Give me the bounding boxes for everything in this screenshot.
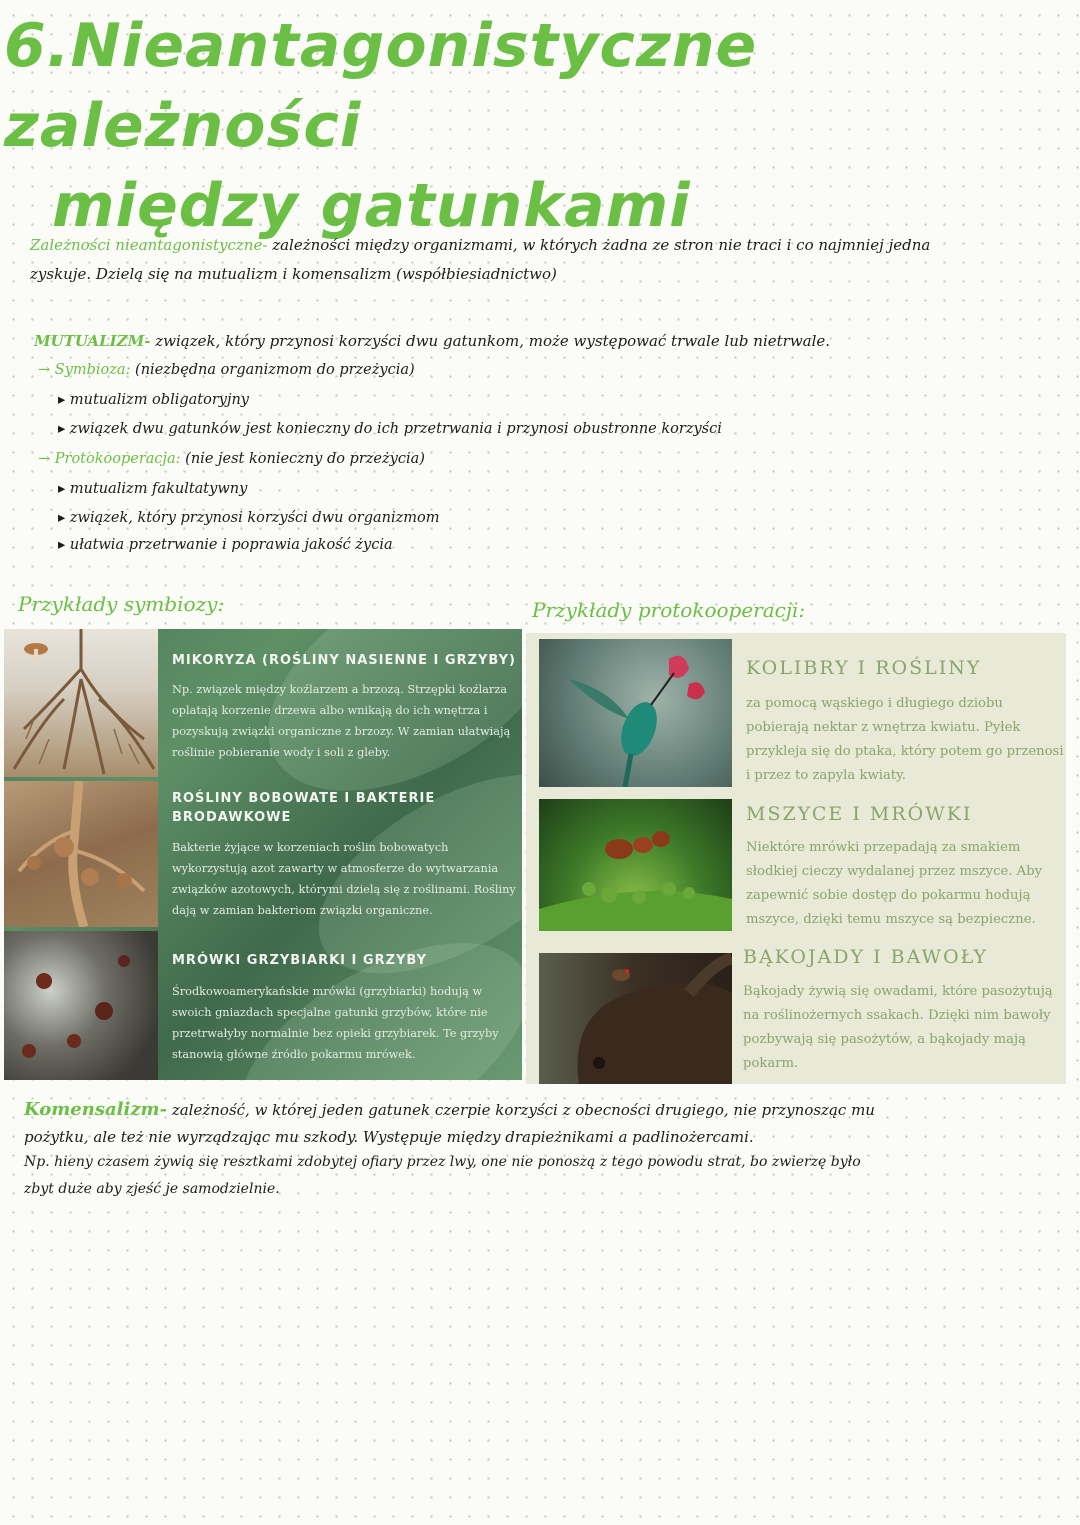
oxpeckers-buffalo-text: Bąkojady żywią się owadami, które pasożytują na roślinożernych ssakach. Dzięki nim bawoły pozbywają się pasożytów, a bąkojady mają pokarm.: [743, 984, 1053, 1071]
symbioza-label: → Symbioza:: [38, 362, 131, 378]
mutualism-definition: [34, 330, 1064, 353]
hummingbirds-plants-text: za pomocą wąskiego i długiego dziobu pobierają nektar z wnętrza kwiatu. Pyłek przykleja się do ptaka, który potem go przenosi i przez to zapyla kwiaty.: [746, 696, 1064, 783]
commensalism-term: Komensalizm-: [24, 1099, 168, 1120]
oxpeckers-buffalo-title: BĄKOJADY I BAWOŁY: [743, 946, 989, 968]
commensalism-text-2: pożytku, ale też nie wyrządzając mu szkody. Występuje między drapieżnikami a padlinożercami.: [24, 1128, 754, 1146]
intro-term: Zależności nieantagonistyczne-: [30, 236, 268, 254]
symbioza-item-2: ▸ związek dwu gatunków jest konieczny do ich przetrwania i przynosi obustronne korzyści: [58, 421, 722, 437]
proto-label: → Protokooperacja:: [38, 451, 181, 467]
ants-fungi-text: Środkowoamerykańskie mrówki (grzybiarki) hodują w swoich gniazdach specjalne gatunki grzybów, które nie przetrwałyby normalnie bez opieki grzybiarek. Te grzyby stanowią główne źródło pokarmu mrówek.: [172, 985, 499, 1061]
mutualism-text: związek, który przynosi korzyści dwu gatunkom, może występować trwale lub nietrwale.: [150, 332, 831, 350]
hummingbirds-plants-title: KOLIBRY I ROŚLINY: [746, 657, 982, 679]
proto-heading: [38, 449, 425, 469]
aphids-ants-title: MSZYCE I MRÓWKI: [746, 803, 973, 825]
legumes-bacteria-title: ROŚLINY BOBOWATE I BAKTERIE BRODAWKOWE: [172, 791, 436, 825]
commensalism-definition: [24, 1098, 1074, 1201]
intro-text-1: zależności między organizmami, w których żadna ze stron nie traci i co najmniej jedna: [267, 236, 931, 254]
mutualism-term: MUTUALIZM-: [34, 332, 151, 350]
mycorrhiza-text: Np. związek między koźlarzem a brzozą. Strzępki koźlarza oplatają korzenie drzewa albo wnikają do ich wnętrza i pozyskują związki organiczne z brzozy. W zamian ułatwiają roślinie pobieranie wody i soli z gleby.: [172, 683, 511, 759]
symbiosis-examples-heading: Przykłady symbiozy:: [18, 592, 225, 616]
proto-item-1: ▸ mutualizm fakultatywny: [58, 481, 248, 497]
symbioza-item-1: ▸ mutualizm obligatoryjny: [58, 392, 249, 408]
legumes-bacteria-text: Bakterie żyjące w korzeniach roślin bobowatych wykorzystują azot zawarty w atmosferze do wytwarzania związków azotowych, którymi dzielą się z roślinami. Rośliny dają w zamian bakteriom związki organiczne.: [172, 841, 516, 917]
mycorrhiza-title: MIKORYZA (ROŚLINY NASIENNE I GRZYBY): [172, 653, 516, 668]
symbiosis-examples-panel: [4, 629, 522, 1080]
oxpecker-buffalo-image: [539, 953, 732, 1084]
protocooperation-examples-panel: [526, 633, 1066, 1084]
commensalism-text-3: Np. hieny czasem żywią się resztkami zdobytej ofiary przez lwy, one nie ponoszą z tego powodu strat, bo zwierzę było: [24, 1154, 861, 1170]
page-title: [4, 6, 1074, 246]
proto-examples-heading: Przykłady protokooperacji:: [532, 598, 806, 622]
intro-definition: [30, 234, 1070, 286]
commensalism-text-1: zależność, w której jeden gatunek czerpie korzyści z obecności drugiego, nie przynosząc mu: [167, 1101, 875, 1119]
leafcutter-ant-fungus-image: [4, 931, 158, 1080]
mycorrhiza-roots-image: [4, 629, 158, 777]
commensalism-text-4: zbyt duże aby zjeść je samodzielnie.: [24, 1181, 280, 1197]
intro-text-2: zyskuje. Dzielą się na mutualizm i komensalizm (współbiesiadnictwo): [30, 265, 557, 283]
root-nodules-image: [4, 781, 158, 927]
title-line-1: 6.Nieantagonistyczne zależności: [4, 11, 758, 161]
proto-text: (nie jest konieczny do przeżycia): [180, 451, 425, 467]
symbioza-heading: [38, 360, 415, 380]
hummingbird-image: [539, 639, 732, 787]
symbioza-text: (niezbędna organizmom do przeżycia): [130, 362, 415, 378]
ants-aphids-image: [539, 799, 732, 931]
aphids-ants-text: Niektóre mrówki przepadają za smakiem słodkiej cieczy wydalanej przez mszyce. Aby zapewnić sobie dostęp do pokarmu hodują mszyce, dzięki temu mszyce są bezpieczne.: [746, 840, 1043, 927]
proto-item-3: ▸ ułatwia przetrwanie i poprawia jakość życia: [58, 537, 393, 553]
title-line-2: między gatunkami: [52, 171, 691, 241]
proto-item-2: ▸ związek, który przynosi korzyści dwu organizmom: [58, 510, 440, 526]
ants-fungi-title: MRÓWKI GRZYBIARKI I GRZYBY: [172, 953, 428, 968]
